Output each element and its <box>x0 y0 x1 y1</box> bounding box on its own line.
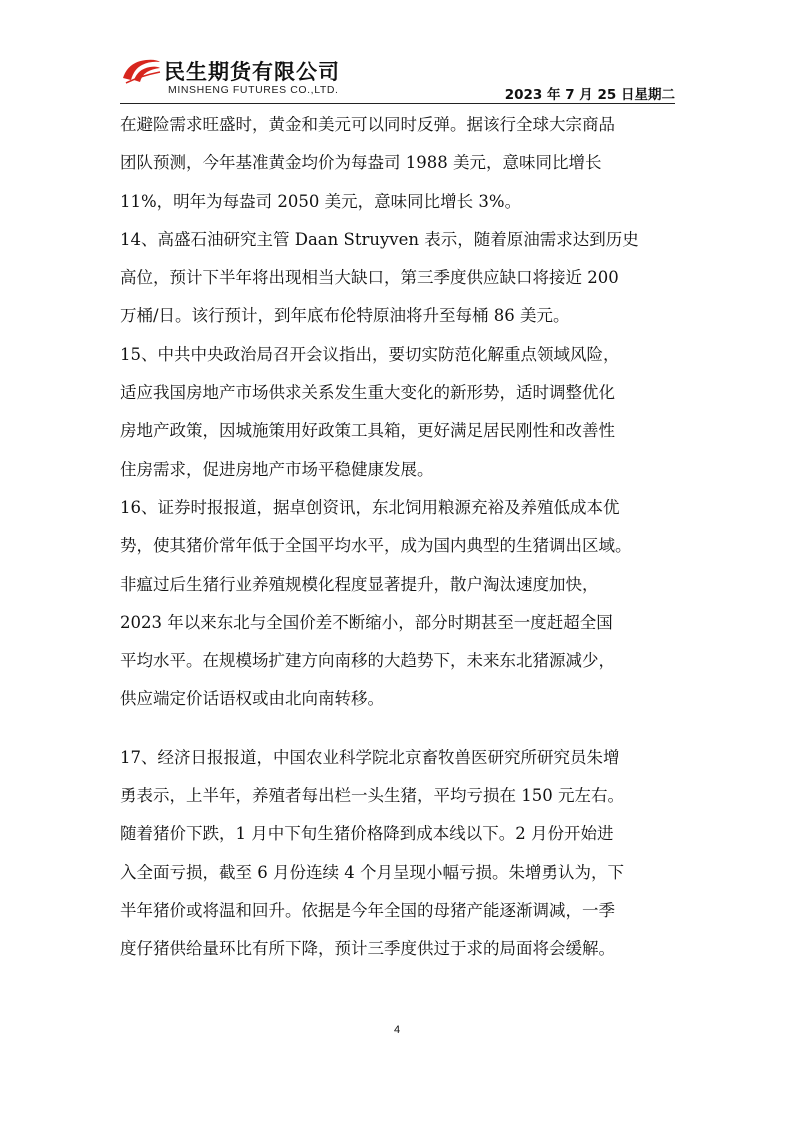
text-line: 半年猪价或将温和回升。依据是今年全国的母猪产能逐渐调减，一季 <box>120 900 615 920</box>
text-line: 11%，明年为每盎司 2050 美元，意味同比增长 3%。 <box>120 191 522 211</box>
minsheng-logo-icon <box>120 56 162 86</box>
paragraph-16 <box>120 489 680 719</box>
text-line: 16、证券时报报道，据卓创资讯，东北饲用粮源充裕及养殖低成本优 <box>120 497 620 517</box>
report-date: 2023 年 7 月 25 日星期二 <box>504 87 675 103</box>
logo-company-name-cn: 民生期货有限公司 <box>164 60 340 84</box>
text-line: 2023 年以来东北与全国价差不断缩小，部分时期甚至一度赶超全国 <box>120 612 613 632</box>
paragraph-spacer <box>120 719 680 739</box>
paragraph-13-continued <box>120 106 680 221</box>
text-line: 房地产政策，因城施策用好政策工具箱，更好满足居民刚性和改善性 <box>120 421 615 441</box>
paragraph-14 <box>120 221 680 336</box>
company-logo <box>120 52 370 100</box>
text-line: 高位，预计下半年将出现相当大缺口，第三季度供应缺口将接近 200 <box>120 268 619 288</box>
text-line: 平均水平。在规模场扩建方向南移的大趋势下，未来东北猪源减少， <box>120 651 615 671</box>
text-line: 势，使其猪价常年低于全国平均水平，成为国内典型的生猪调出区域。 <box>120 536 632 556</box>
text-line: 住房需求，促进房地产市场平稳健康发展。 <box>120 459 434 479</box>
text-line: 15、中共中央政治局召开会议指出，要切实防范化解重点领域风险， <box>120 344 620 364</box>
text-line: 非瘟过后生猪行业养殖规模化程度显著提升，散户淘汰速度加快， <box>120 574 599 594</box>
text-line: 在避险需求旺盛时，黄金和美元可以同时反弹。据该行全球大宗商品 <box>120 115 615 134</box>
paragraph-15 <box>120 336 680 489</box>
text-line: 入全面亏损，截至 6 月份连续 4 个月呈现小幅亏损。朱增勇认为，下 <box>120 862 624 882</box>
document-body <box>120 106 680 969</box>
text-line: 度仔猪供给量环比有所下降，预计三季度供过于求的局面将会缓解。 <box>120 939 615 959</box>
page-number: 4 <box>393 1024 401 1036</box>
text-line: 14、高盛石油研究主管 Daan Struyven 表示，随着原油需求达到历史 <box>120 229 639 249</box>
header-rule <box>120 103 675 104</box>
page-header <box>120 52 675 104</box>
text-line: 勇表示，上半年，养殖者每出栏一头生猪，平均亏损在 150 元左右。 <box>120 786 624 806</box>
text-line: 万桶/日。该行预计，到年底布伦特原油将升至每桶 86 美元。 <box>120 306 570 326</box>
text-line: 供应端定价话语权或由北向南转移。 <box>120 689 384 709</box>
paragraph-17 <box>120 739 680 969</box>
text-line: 适应我国房地产市场供求关系发生重大变化的新形势，适时调整优化 <box>120 383 615 403</box>
text-line: 17、经济日报报道，中国农业科学院北京畜牧兽医研究所研究员朱增 <box>120 747 620 767</box>
text-line: 随着猪价下跌，1 月中下旬生猪价格降到成本线以下。2 月份开始进 <box>120 824 614 844</box>
text-line: 团队预测，今年基准黄金均价为每盎司 1988 美元，意味同比增长 <box>120 153 602 173</box>
logo-company-name-en: MINSHENG FUTURES CO.,LTD. <box>168 84 339 96</box>
